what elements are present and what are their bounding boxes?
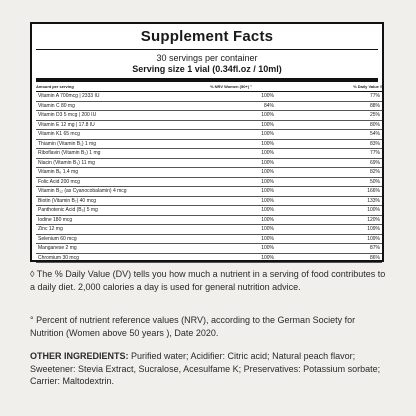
dv-value: 83%: [280, 139, 382, 149]
nutrient-name: Chromium 30 mcg: [36, 253, 210, 263]
dv-value: 77%: [280, 149, 382, 159]
ingredients-label: OTHER INGREDIENTS:: [30, 351, 129, 361]
nrv-value: 100%: [210, 225, 280, 235]
table-row: [36, 158, 382, 168]
other-ingredients: [30, 350, 386, 388]
table-header-row: [36, 82, 382, 92]
supplement-facts-panel: [30, 22, 384, 262]
dv-value: 80%: [280, 120, 382, 130]
nutrient-name: Zinc 12 mg: [36, 225, 210, 235]
nutrient-name: Iodine 180 mcg: [36, 215, 210, 225]
dv-value: 69%: [280, 158, 382, 168]
table-row: [36, 120, 382, 130]
nrv-value: 100%: [210, 158, 280, 168]
table-row: [36, 225, 382, 235]
nutrient-name: Panthotenic Acid (B₅) 5 mg: [36, 206, 210, 216]
nrv-value: 100%: [210, 130, 280, 140]
table-row: [36, 101, 382, 111]
nrv-value: 100%: [210, 139, 280, 149]
nrv-value: 100%: [210, 120, 280, 130]
dv-value: 120%: [280, 215, 382, 225]
header-dv: % Daily Value ◊: [280, 82, 382, 92]
nutrient-name: Niacin (Vitamin B₃) 11 mg: [36, 158, 210, 168]
dv-value: 109%: [280, 225, 382, 235]
nrv-value: 100%: [210, 187, 280, 197]
nrv-value: 100%: [210, 244, 280, 254]
nrv-value: 100%: [210, 149, 280, 159]
footnote-nrv: ° Percent of nutrient reference values (NRV), according to the German Society for Nutrition (Women above 50 years ), Date 2020.: [30, 315, 356, 338]
table-row: [36, 253, 382, 263]
header-amount: Amount per serving: [36, 82, 210, 92]
nutrient-table: [36, 82, 382, 263]
servings-per-container: 30 servings per container: [156, 53, 258, 63]
table-row: [36, 234, 382, 244]
nrv-value: 84%: [210, 101, 280, 111]
table-row: [36, 168, 382, 178]
nrv-value: 100%: [210, 177, 280, 187]
nutrient-name: Vitamin K1 65 mcg: [36, 130, 210, 140]
dv-value: 133%: [280, 196, 382, 206]
table-row: [36, 130, 382, 140]
dv-value: 50%: [280, 177, 382, 187]
nrv-value: 100%: [210, 234, 280, 244]
nutrient-name: Manganese 2 mg: [36, 244, 210, 254]
nrv-value: 100%: [210, 253, 280, 263]
table-row: [36, 92, 382, 102]
nutrient-name: Vitamin E 12 mg | 17.8 IU: [36, 120, 210, 130]
nrv-value: 100%: [210, 196, 280, 206]
divider: [36, 49, 378, 50]
table-row: [36, 244, 382, 254]
nutrient-name: Riboflavin (Vitamin B₂) 1 mg: [36, 149, 210, 159]
nutrient-name: Vitamin C 80 mg: [36, 101, 210, 111]
dv-value: 109%: [280, 234, 382, 244]
dv-value: 166%: [280, 187, 382, 197]
nutrient-name: Vitamin B₆ 1.4 mg: [36, 168, 210, 178]
dv-value: 25%: [280, 111, 382, 121]
nutrient-name: Folic Acid 200 mcg: [36, 177, 210, 187]
table-row: [36, 196, 382, 206]
dv-value: 87%: [280, 244, 382, 254]
table-row: [36, 149, 382, 159]
table-row: [36, 111, 382, 121]
nutrient-name: Vitamin D3 5 mcg | 200 IU: [36, 111, 210, 121]
dv-value: 82%: [280, 168, 382, 178]
dv-value: 86%: [280, 253, 382, 263]
nrv-value: 100%: [210, 92, 280, 102]
nutrient-name: Selenium 60 mcg: [36, 234, 210, 244]
nrv-value: 100%: [210, 206, 280, 216]
nutrient-name: Thiamin (Vitamin B₁) 1 mg: [36, 139, 210, 149]
ingredients-text: Purified water; Acidifier: Citric acid; Natural peach flavor; Sweetener: Stevia Extract, Sucralose, Acesulfame K; Preservatives: Potassium sorbate; Carrier: Maltodextrin.: [30, 351, 381, 386]
dv-value: 54%: [280, 130, 382, 140]
nrv-value: 100%: [210, 168, 280, 178]
nutrient-name: Vitamin A 700mcg | 2333 IU: [36, 92, 210, 102]
table-row: [36, 139, 382, 149]
nrv-value: 100%: [210, 111, 280, 121]
table-row: [36, 215, 382, 225]
dv-value: 88%: [280, 101, 382, 111]
table-row: [36, 177, 382, 187]
dv-value: 100%: [280, 206, 382, 216]
panel-title: Supplement Facts: [140, 28, 274, 45]
serving-size: Serving size 1 vial (0.34fl.oz / 10ml): [132, 64, 282, 74]
table-row: [36, 187, 382, 197]
dv-value: 77%: [280, 92, 382, 102]
footnote-daily-value: ◊ The % Daily Value (DV) tells you how much a nutrient in a serving of food contributes to a daily diet. 2,000 calories a day is used for general nutrition advice.: [30, 269, 386, 292]
nrv-value: 100%: [210, 215, 280, 225]
table-row: [36, 206, 382, 216]
nutrient-name: Vitamin B₁₂ (as Cyanocobalamin) 4 mcg: [36, 187, 210, 197]
header-nrv: % NRV Women (50+) °: [210, 82, 280, 92]
nutrient-name: Biotin (Vitamin B₇) 40 mcg: [36, 196, 210, 206]
